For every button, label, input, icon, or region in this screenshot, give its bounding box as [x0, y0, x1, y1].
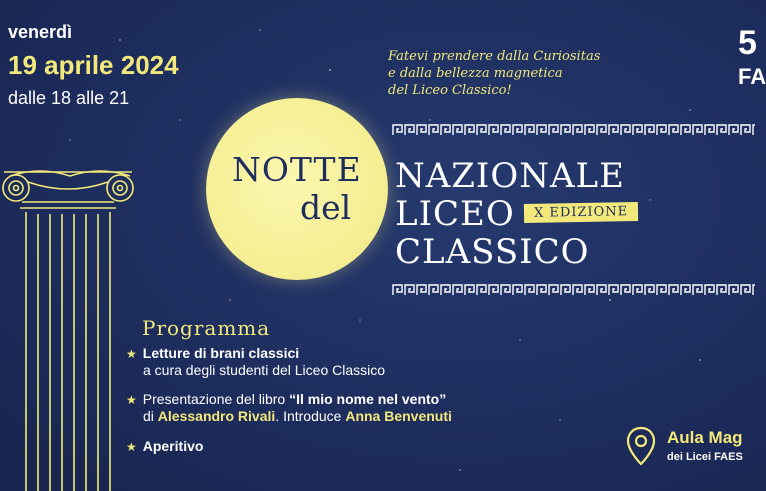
- program-item-1: [126, 344, 299, 364]
- program-item-2-mid: . Introduce: [275, 408, 346, 424]
- greek-key-border-bottom: [392, 284, 755, 296]
- program-item-2-author: Alessandro Rivali: [157, 408, 276, 424]
- location-pin-icon: [624, 426, 658, 466]
- tagline-line-2: e dalla bellezza magnetica: [388, 66, 563, 81]
- moon: [206, 98, 388, 280]
- program-item-2-sub: [143, 408, 452, 424]
- program-heading: Programma: [142, 316, 271, 340]
- event-time: dalle 18 alle 21: [8, 88, 130, 108]
- tagline-line-1: Fatevi prendere dalla Curiositas: [388, 49, 601, 64]
- title-del: del: [300, 188, 352, 227]
- program-item-2-pre: Presentazione del libro: [142, 391, 290, 407]
- tagline-line-3: del Liceo Classico!: [388, 83, 512, 98]
- location-name: Aula Mag: [667, 428, 743, 447]
- tagline: [388, 48, 658, 99]
- anniversary-badge-number: 5: [738, 24, 757, 62]
- program-item-2-di: di: [143, 408, 158, 424]
- title-notte: NOTTE: [232, 150, 362, 189]
- location-sub: dei Licei FAES: [667, 451, 743, 463]
- program-item-3-title: Aperitivo: [142, 438, 204, 454]
- greek-key-border-top: [392, 124, 755, 136]
- star-icon: ★: [126, 393, 137, 407]
- ionic-column-icon: [0, 152, 140, 491]
- event-day: venerdì: [8, 22, 73, 42]
- program-item-2-book: “Il mio nome nel vento”: [289, 391, 447, 407]
- title-classico: CLASSICO: [395, 232, 590, 272]
- event-date: 19 aprile 2024: [8, 50, 179, 80]
- program-item-2-intro: Anna Benvenuti: [345, 408, 452, 424]
- title-nazionale: NAZIONALE: [395, 156, 625, 196]
- program-item-2: [126, 390, 446, 410]
- anniversary-badge-text: FA: [738, 64, 766, 89]
- star-icon: ★: [126, 440, 137, 454]
- star-icon: ★: [126, 347, 137, 361]
- program-item-1-title: Letture di brani classici: [142, 345, 300, 361]
- title-liceo: LICEO: [395, 194, 515, 234]
- program-item-3: [126, 437, 203, 457]
- program-item-1-sub: a cura degli studenti del Liceo Classico: [143, 362, 386, 378]
- edition-badge: X EDIZIONE: [524, 202, 638, 223]
